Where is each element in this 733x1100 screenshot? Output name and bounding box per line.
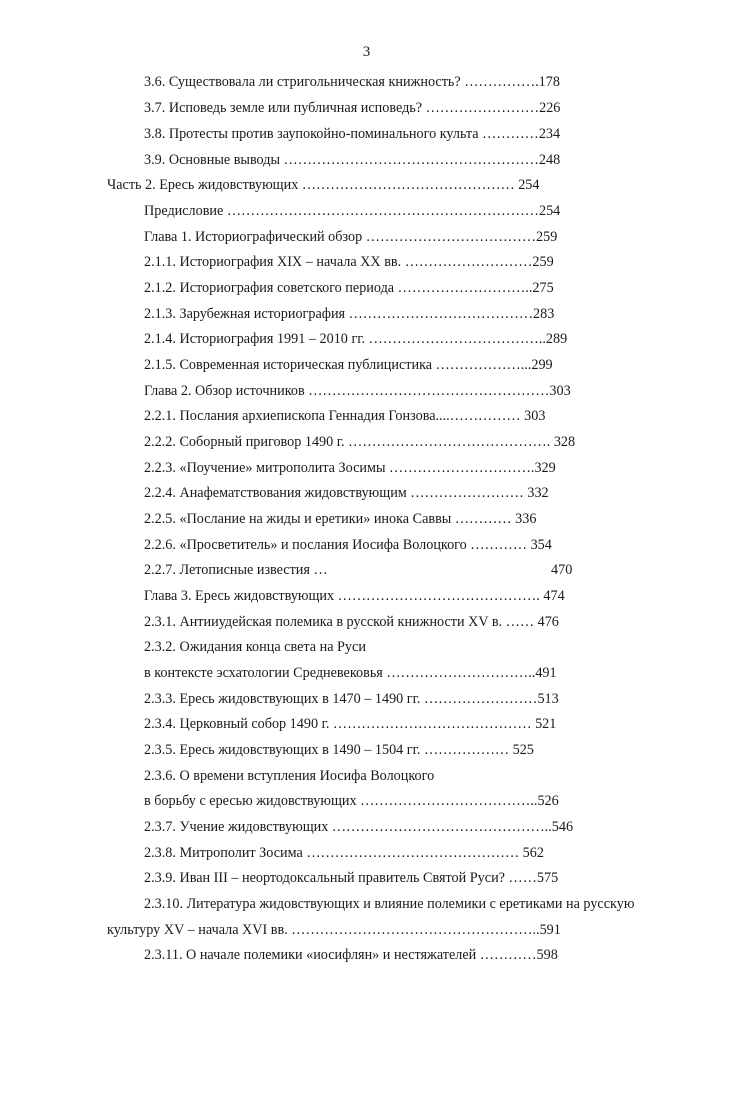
toc-entry: 2.3.8. Митрополит Зосима ……………………………………… 562 — [144, 845, 544, 861]
toc-page-ref-2-2-7: 470 — [551, 562, 573, 578]
toc-entry: 2.3.4. Церковный собор 1490 г. …………………………………… 521 — [144, 716, 557, 732]
toc-entry: культуру XV – начала XVI вв. ……………………………………………..591 — [107, 922, 561, 938]
toc-entry: Предисловие …………………………………………………………254 — [144, 203, 561, 219]
page-number: 3 — [362, 44, 371, 60]
toc-entry: 2.1.3. Зарубежная историография …………………………………283 — [144, 306, 555, 322]
toc-entry: 3.8. Протесты против заупокойно-поминального культа …………234 — [144, 126, 561, 142]
toc-entry: 2.3.9. Иван III – неортодоксальный правитель Святой Руси? ……575 — [144, 870, 559, 886]
toc-entry: 2.3.3. Ересь жидовствующих в 1470 – 1490 гг. ……………………513 — [144, 691, 559, 707]
toc-entry: Глава 3. Ересь жидовствующих ……………………………………. 474 — [144, 588, 565, 604]
toc-entry: 2.2.7. Летописные известия … — [144, 562, 328, 578]
toc-entry: 2.2.6. «Просветитель» и послания Иосифа Волоцкого ………… 354 — [144, 537, 552, 553]
toc-entry: в борьбу с ересью жидовствующих ………………………………..526 — [144, 793, 559, 809]
toc-entry: 2.3.1. Антииудейская полемика в русской книжности XV в. …… 476 — [144, 614, 559, 630]
toc-entry: 2.3.7. Учение жидовствующих ………………………………………..546 — [144, 819, 574, 835]
toc-entry: 2.1.4. Историография 1991 – 2010 гг. ………………………………..289 — [144, 331, 568, 347]
toc-entry: 3.9. Основные выводы ………………………………………………248 — [144, 152, 561, 168]
toc-entry: Глава 1. Историографический обзор ………………………………259 — [144, 229, 558, 245]
toc-entry: 2.2.2. Соборный приговор 1490 г. ……………………………………. 328 — [144, 434, 576, 450]
toc-entry: 2.2.1. Послания архиепископа Геннадия Гонзова....…………… 303 — [144, 408, 546, 424]
toc-entry: 2.3.6. О времени вступления Иосифа Волоцкого — [144, 768, 435, 784]
toc-entry: 2.2.4. Анафематствования жидовствующим …………………… 332 — [144, 485, 549, 501]
toc-entry: 2.1.2. Историография советского периода ………………………..275 — [144, 280, 554, 296]
toc-entry: Часть 2. Ересь жидовствующих ……………………………………… 254 — [107, 177, 540, 193]
toc-entry: 2.1.5. Современная историческая публицистика ………………...299 — [144, 357, 553, 373]
toc-entry: 3.6. Существовала ли стригольническая книжность? …………….178 — [144, 74, 560, 90]
toc-entry: 2.2.3. «Поучение» митрополита Зосимы ………………………….329 — [144, 460, 556, 476]
toc-entry: 2.1.1. Историография XIX – начала XX вв. ………………………259 — [144, 254, 554, 270]
toc-entry: 2.3.2. Ожидания конца света на Руси — [144, 639, 366, 655]
toc-entry: 2.3.5. Ересь жидовствующих в 1490 – 1504 гг. ……………… 525 — [144, 742, 534, 758]
toc-entry: в контексте эсхатологии Средневековья …………………………..491 — [144, 665, 557, 681]
toc-entry: 3.7. Исповедь земле или публичная исповедь? ……………………226 — [144, 100, 561, 116]
toc-entry: 2.3.11. О начале полемики «иосифлян» и нестяжателей …………598 — [144, 947, 558, 963]
toc-entry: 2.3.10. Литература жидовствующих и влияние полемики с еретиками на русскую — [144, 896, 635, 912]
toc-entry: 2.2.5. «Послание на жиды и еретики» инока Саввы ………… 336 — [144, 511, 537, 527]
toc-entry: Глава 2. Обзор источников ……………………………………………303 — [144, 383, 571, 399]
